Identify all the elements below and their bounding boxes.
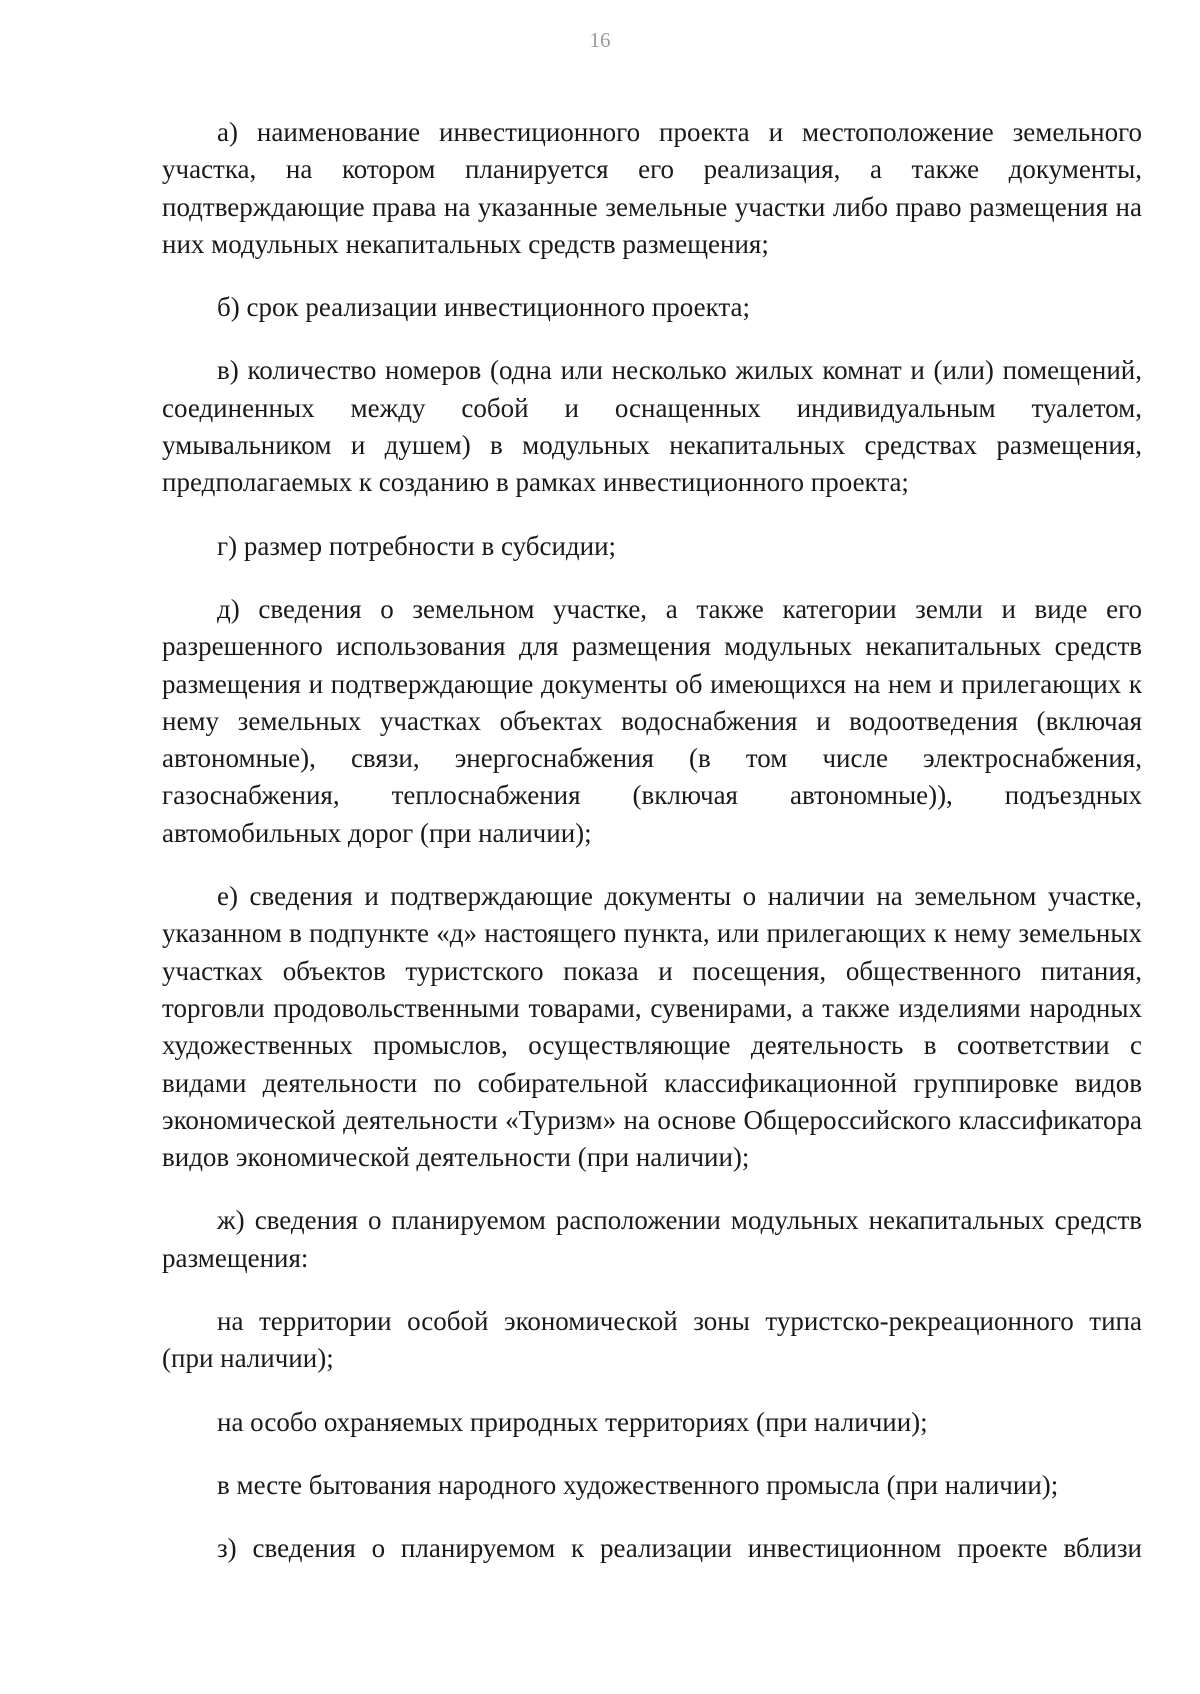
- paragraph-d: д) сведения о земельном участке, а также категории земли и виде его разрешенного использования для размещения модульных некапитальных средств размещения и подтверждающие документы об имеющихся на нем и прилегающих к нему земельных участках объектах водоснабжения и водоотведения (включая автономные), связи, энергоснабжения (в том числе электроснабжения, газоснабжения, теплоснабжения (включая автономные)), подъездных автомобильных дорог (при наличии);: [162, 593, 1142, 848]
- paragraph-zh: ж) сведения о планируемом расположении модульных некапитальных средств размещения:: [162, 1205, 1142, 1273]
- paragraph-zh-sez: на территории особой экономической зоны туристско-рекреационного типа (при наличии);: [162, 1306, 1142, 1374]
- paragraph-b: б) срок реализации инвестиционного проекта;: [217, 292, 750, 323]
- document-body: [162, 114, 1142, 1594]
- page-number: 16: [589, 28, 611, 52]
- paragraph-e: е) сведения и подтверждающие документы о наличии на земельном участке, указанном в подпункте «д» настоящего пункта, или прилегающих к нему земельных участках объектов туристского показа и посещения, общественного питания, торговли продовольственными товарами, сувенирами, а также изделиями народных художественных промыслов, осуществляющие деятельность в соответствии с видами деятельности по собирательной классификационной группировке видов экономической деятельности «Туризм» на основе Общероссийского классификатора видов экономической деятельности (при наличии);: [162, 881, 1142, 1173]
- paragraph-g: г) размер потребности в субсидии;: [217, 530, 617, 561]
- paragraph-zh-craft: в месте бытования народного художественного промысла (при наличии);: [217, 1469, 1059, 1500]
- paragraph-v: в) количество номеров (одна или несколько жилых комнат и (или) помещений, соединенных между собой и оснащенных индивидуальным туалетом, умывальником и душем) в модульных некапитальных средствах размещения, предполагаемых к созданию в рамках инвестиционного проекта;: [162, 355, 1142, 498]
- paragraph-a: а) наименование инвестиционного проекта и местоположение земельного участка, на котором планируется его реализация, а также документы, подтверждающие права на указанные земельные участки либо право размещения на них модульных некапитальных средств размещения;: [162, 117, 1142, 259]
- paragraph-z: з) сведения о планируемом к реализации инвестиционном проекте вблизи: [217, 1533, 1142, 1564]
- paragraph-zh-protected: на особо охраняемых природных территориях (при наличии);: [217, 1406, 928, 1437]
